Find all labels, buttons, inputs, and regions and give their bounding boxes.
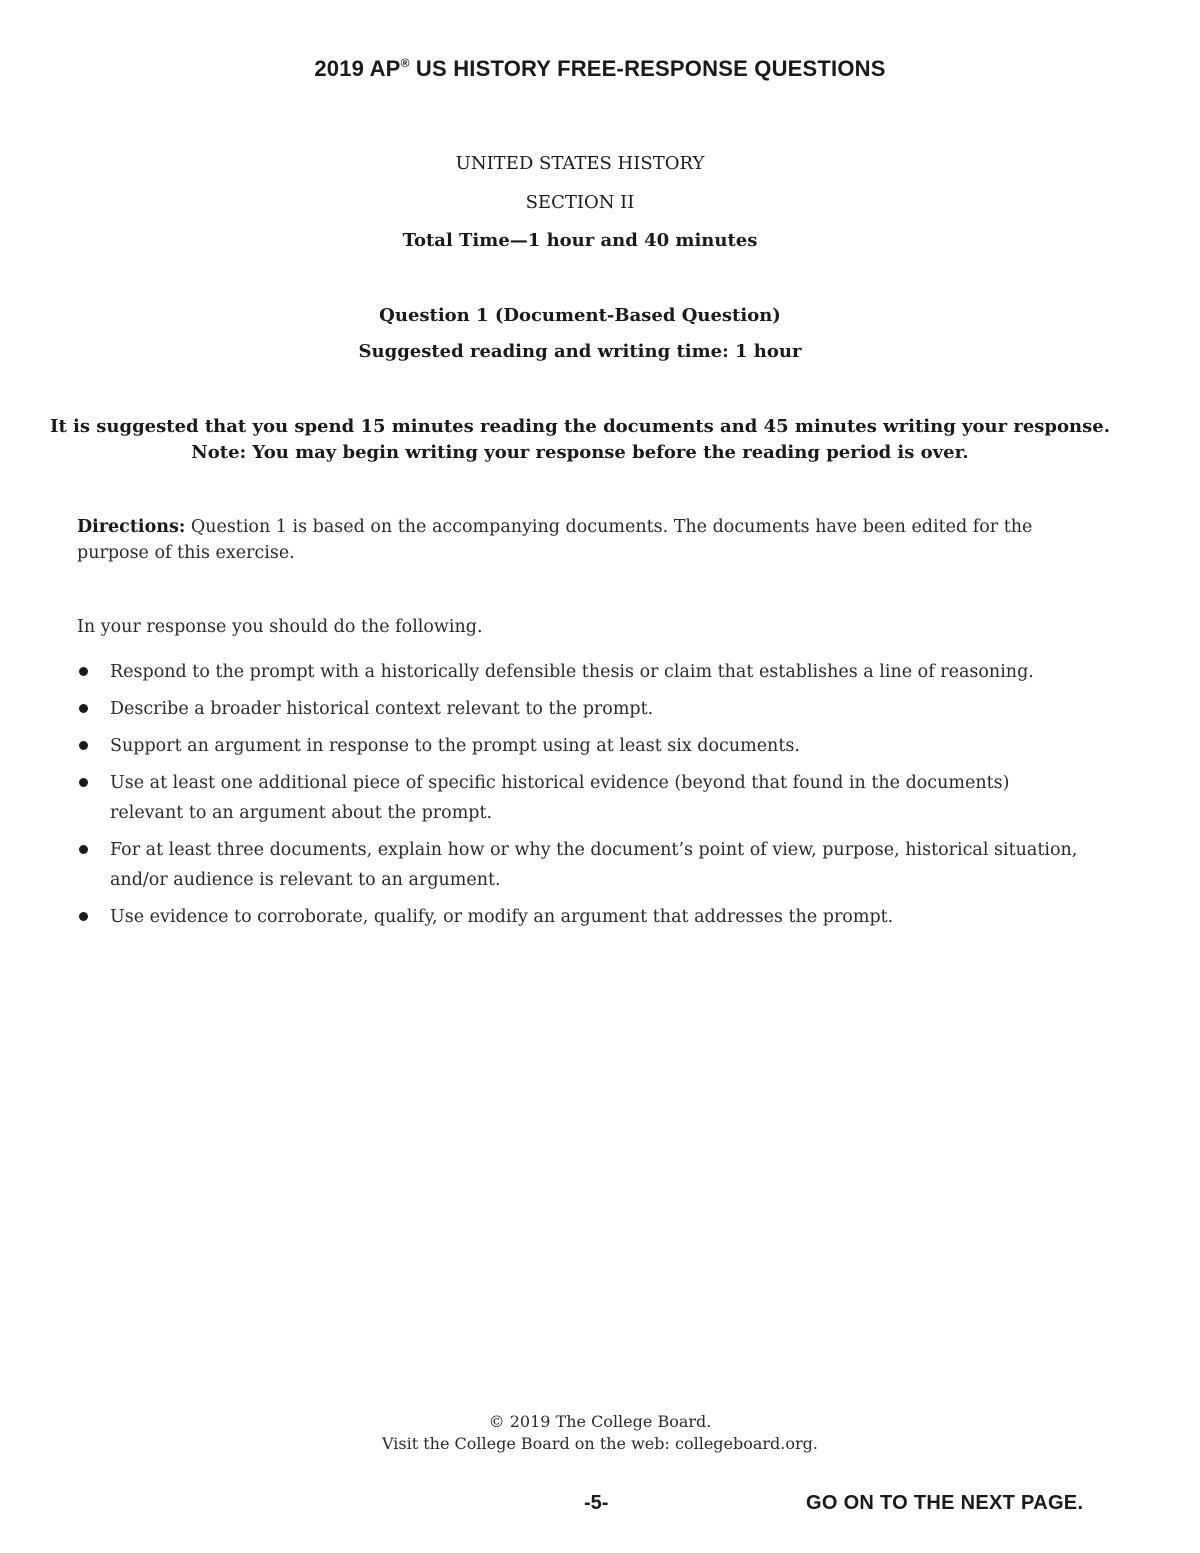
list-item	[77, 731, 1087, 761]
copyright-text: © 2019 The College Board.	[488, 1412, 712, 1431]
time-suggestion-note: It is suggested that you spend 15 minutes reading the documents and 45 minutes writing your response.	[50, 416, 1110, 437]
requirements-list	[77, 657, 1087, 939]
directions-label: Directions:	[77, 517, 186, 537]
response-intro: In your response you should do the following.	[77, 617, 483, 637]
bullet-icon	[79, 741, 88, 750]
list-item-text: For at least three documents, explain how or why the document’s point of view, purpose, historical situation, and/or audience is relevant to an argument.	[110, 840, 1078, 890]
list-item	[77, 694, 1087, 724]
website-text: Visit the College Board on the web: collegeboard.org.	[381, 1434, 818, 1453]
list-item	[77, 902, 1087, 932]
page-header	[0, 56, 1200, 82]
list-item-text: Respond to the prompt with a historically defensible thesis or claim that establishes a line of reasoning.	[110, 662, 1034, 682]
course-title: UNITED STATES HISTORY	[455, 153, 705, 174]
list-item-text: Use evidence to corroborate, qualify, or modify an argument that addresses the prompt.	[110, 907, 894, 927]
list-item-text: Use at least one additional piece of specific historical evidence (beyond that found in the documents) relevant to an argument about the prompt.	[110, 773, 1010, 823]
total-time: Total Time—1 hour and 40 minutes	[402, 230, 758, 251]
footer-copyright-block	[0, 1411, 1200, 1455]
directions-paragraph	[77, 514, 1077, 566]
bullet-icon	[79, 704, 88, 713]
bullet-icon	[79, 912, 88, 921]
list-item	[77, 657, 1087, 687]
header-title-prefix: 2019 AP	[314, 56, 401, 81]
page-number: -5-	[584, 1492, 609, 1514]
header-title-suffix: US HISTORY FREE-RESPONSE QUESTIONS	[409, 56, 886, 81]
bullet-icon	[79, 778, 88, 787]
registered-mark: ®	[400, 56, 410, 70]
next-page-notice: GO ON TO THE NEXT PAGE.	[806, 1492, 1084, 1514]
directions-text: Question 1 is based on the accompanying documents. The documents have been edited for the purpose of this exercise.	[77, 517, 1033, 563]
list-item	[77, 768, 1087, 828]
reading-period-note: Note: You may begin writing your response before the reading period is over.	[191, 442, 969, 463]
list-item	[77, 835, 1087, 895]
list-item-text: Support an argument in response to the prompt using at least six documents.	[110, 736, 800, 756]
bullet-icon	[79, 667, 88, 676]
suggested-time: Suggested reading and writing time: 1 hour	[358, 341, 802, 362]
bullet-icon	[79, 845, 88, 854]
list-item-text: Describe a broader historical context relevant to the prompt.	[110, 699, 654, 719]
section-title: SECTION II	[525, 192, 635, 213]
question-title: Question 1 (Document-Based Question)	[379, 305, 781, 326]
